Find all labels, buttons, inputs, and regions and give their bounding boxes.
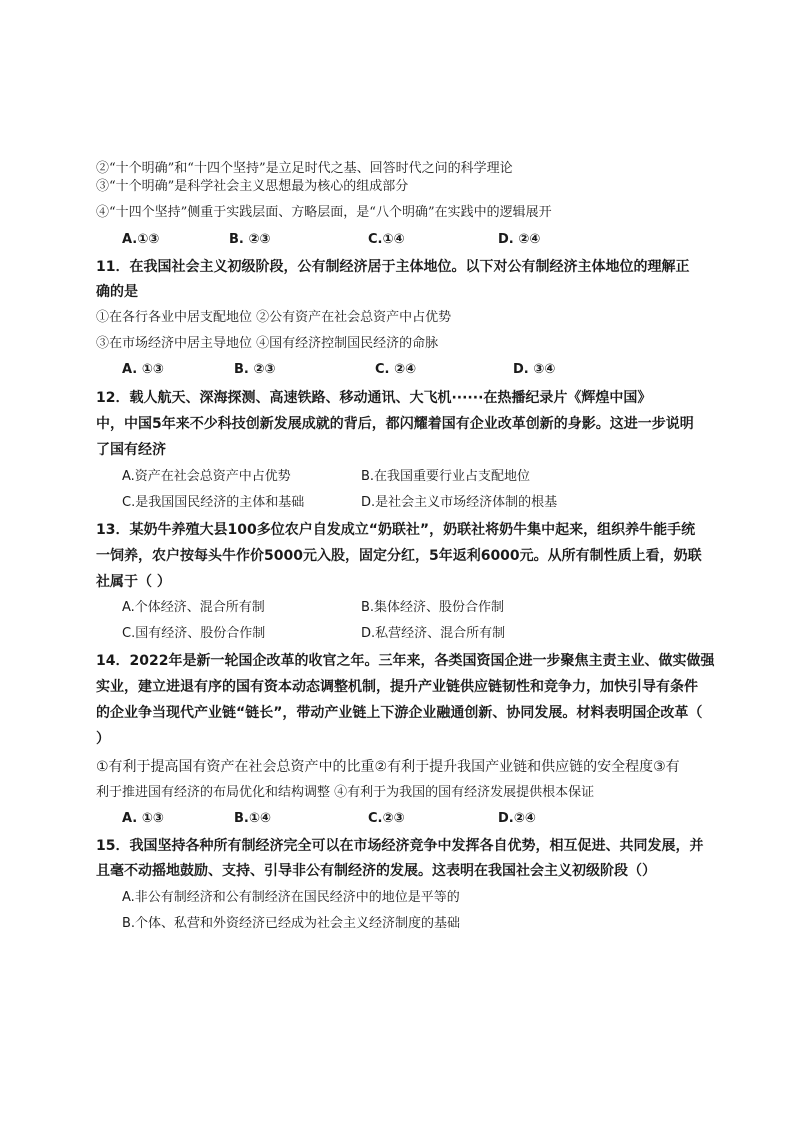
- q11-option-b[interactable]: B. ②③: [234, 362, 276, 377]
- q11-stem-line-2: 确的是: [96, 284, 138, 300]
- q11-option-d[interactable]: D. ③④: [513, 362, 556, 377]
- q15-option-b[interactable]: B.个体、私营和外资经济已经成为社会主义经济制度的基础: [122, 916, 461, 931]
- q13-stem-line-2: 一饲养，农户按每头牛作价5000元入股，固定分红，5年返利6000元。从所有制性质上看，奶联: [96, 548, 702, 564]
- q11-option-a[interactable]: A. ①③: [122, 362, 164, 377]
- q11-statement-2: ③在市场经济中居主导地位 ④国有经济控制国民经济的命脉: [96, 336, 439, 351]
- q12-option-c[interactable]: C.是我国国民经济的主体和基础: [122, 495, 305, 510]
- q10-statement-4: ④“十四个坚持”侧重于实践层面、方略层面，是“八个明确”在实践中的逻辑展开: [96, 205, 552, 220]
- q12-stem-line-2: 中，中国5年来不少科技创新发展成就的背后，都闪耀着国有企业改革创新的身影。这进一步说明: [96, 416, 694, 432]
- q14-option-a[interactable]: A. ①③: [122, 811, 164, 826]
- q15-stem-line-2: 且毫不动摇地鼓励、支持、引导非公有制经济的发展。这表明在我国社会主义初级阶段（）: [96, 863, 656, 879]
- q10-statement-3: ③“十个明确”是科学社会主义思想最为核心的组成部分: [96, 179, 409, 194]
- q12-stem-line-1: 12．载人航天、深海探测、高速铁路、移动通讯、大飞机······在热播纪录片《辉煌中国》: [96, 390, 652, 406]
- q15-option-a[interactable]: A.非公有制经济和公有制经济在国民经济中的地位是平等的: [122, 890, 460, 905]
- q10-option-c[interactable]: C.①④: [368, 232, 405, 247]
- q14-option-c[interactable]: C.②③: [368, 811, 405, 826]
- q14-option-b[interactable]: B.①④: [234, 811, 271, 826]
- q14-stem-line-2: 实业，建立进退有序的国有资本动态调整机制，提升产业链供应链韧性和竞争力，加快引导有条件: [96, 679, 698, 695]
- q14-statement-2: 利于推进国有经济的布局优化和结构调整 ④有利于为我国的国有经济发展提供根本保证: [96, 785, 595, 800]
- q13-stem-line-1: 13．某奶牛养殖大县100多位农户自发成立“奶联社”，奶联社将奶牛集中起来，组织养牛能手统: [96, 522, 696, 538]
- q15-stem-line-1: 15．我国坚持各种所有制经济完全可以在市场经济竞争中发挥各自优势，相互促进、共同发展，并: [96, 838, 704, 854]
- q12-stem-line-3: 了国有经济: [96, 442, 166, 458]
- q11-option-c[interactable]: C. ②④: [375, 362, 417, 377]
- q13-option-b[interactable]: B.集体经济、股份合作制: [361, 600, 505, 615]
- q14-stem-line-3: 的企业争当现代产业链“链长”，带动产业链上下游企业融通创新、协同发展。材料表明国企改革（: [96, 705, 703, 721]
- q14-option-d[interactable]: D.②④: [498, 811, 536, 826]
- q13-option-d[interactable]: D.私营经济、混合所有制: [361, 626, 506, 641]
- q10-option-b[interactable]: B. ②③: [229, 232, 271, 247]
- q13-option-c[interactable]: C.国有经济、股份合作制: [122, 626, 266, 641]
- q11-stem-line-1: 11．在我国社会主义初级阶段，公有制经济居于主体地位。以下对公有制经济主体地位的理解正: [96, 259, 690, 275]
- q11-statement-1: ①在各行各业中居支配地位 ②公有资产在社会总资产中占优势: [96, 310, 452, 325]
- q12-option-a[interactable]: A.资产在社会总资产中占优势: [122, 469, 291, 484]
- q10-option-d[interactable]: D. ②④: [498, 232, 541, 247]
- q12-option-d[interactable]: D.是社会主义市场经济体制的根基: [361, 495, 558, 510]
- q13-option-a[interactable]: A.个体经济、混合所有制: [122, 600, 265, 615]
- q14-stem-line-1: 14．2022年是新一轮国企改革的收官之年。三年来，各类国资国企进一步聚焦主责主业、做实做强: [96, 653, 715, 669]
- q10-option-a[interactable]: A.①③: [122, 232, 160, 247]
- q12-option-b[interactable]: B.在我国重要行业占支配地位: [361, 469, 531, 484]
- q10-statement-2: ②“十个明确”和“十四个坚持”是立足时代之基、回答时代之问的科学理论: [96, 161, 513, 176]
- q14-stem-line-4: ）: [96, 731, 110, 747]
- q14-statement-1: ①有利于提高国有资产在社会总资产中的比重②有利于提升我国产业链和供应链的安全程度③有: [96, 759, 680, 775]
- q13-stem-line-3: 社属于（ ）: [96, 574, 171, 590]
